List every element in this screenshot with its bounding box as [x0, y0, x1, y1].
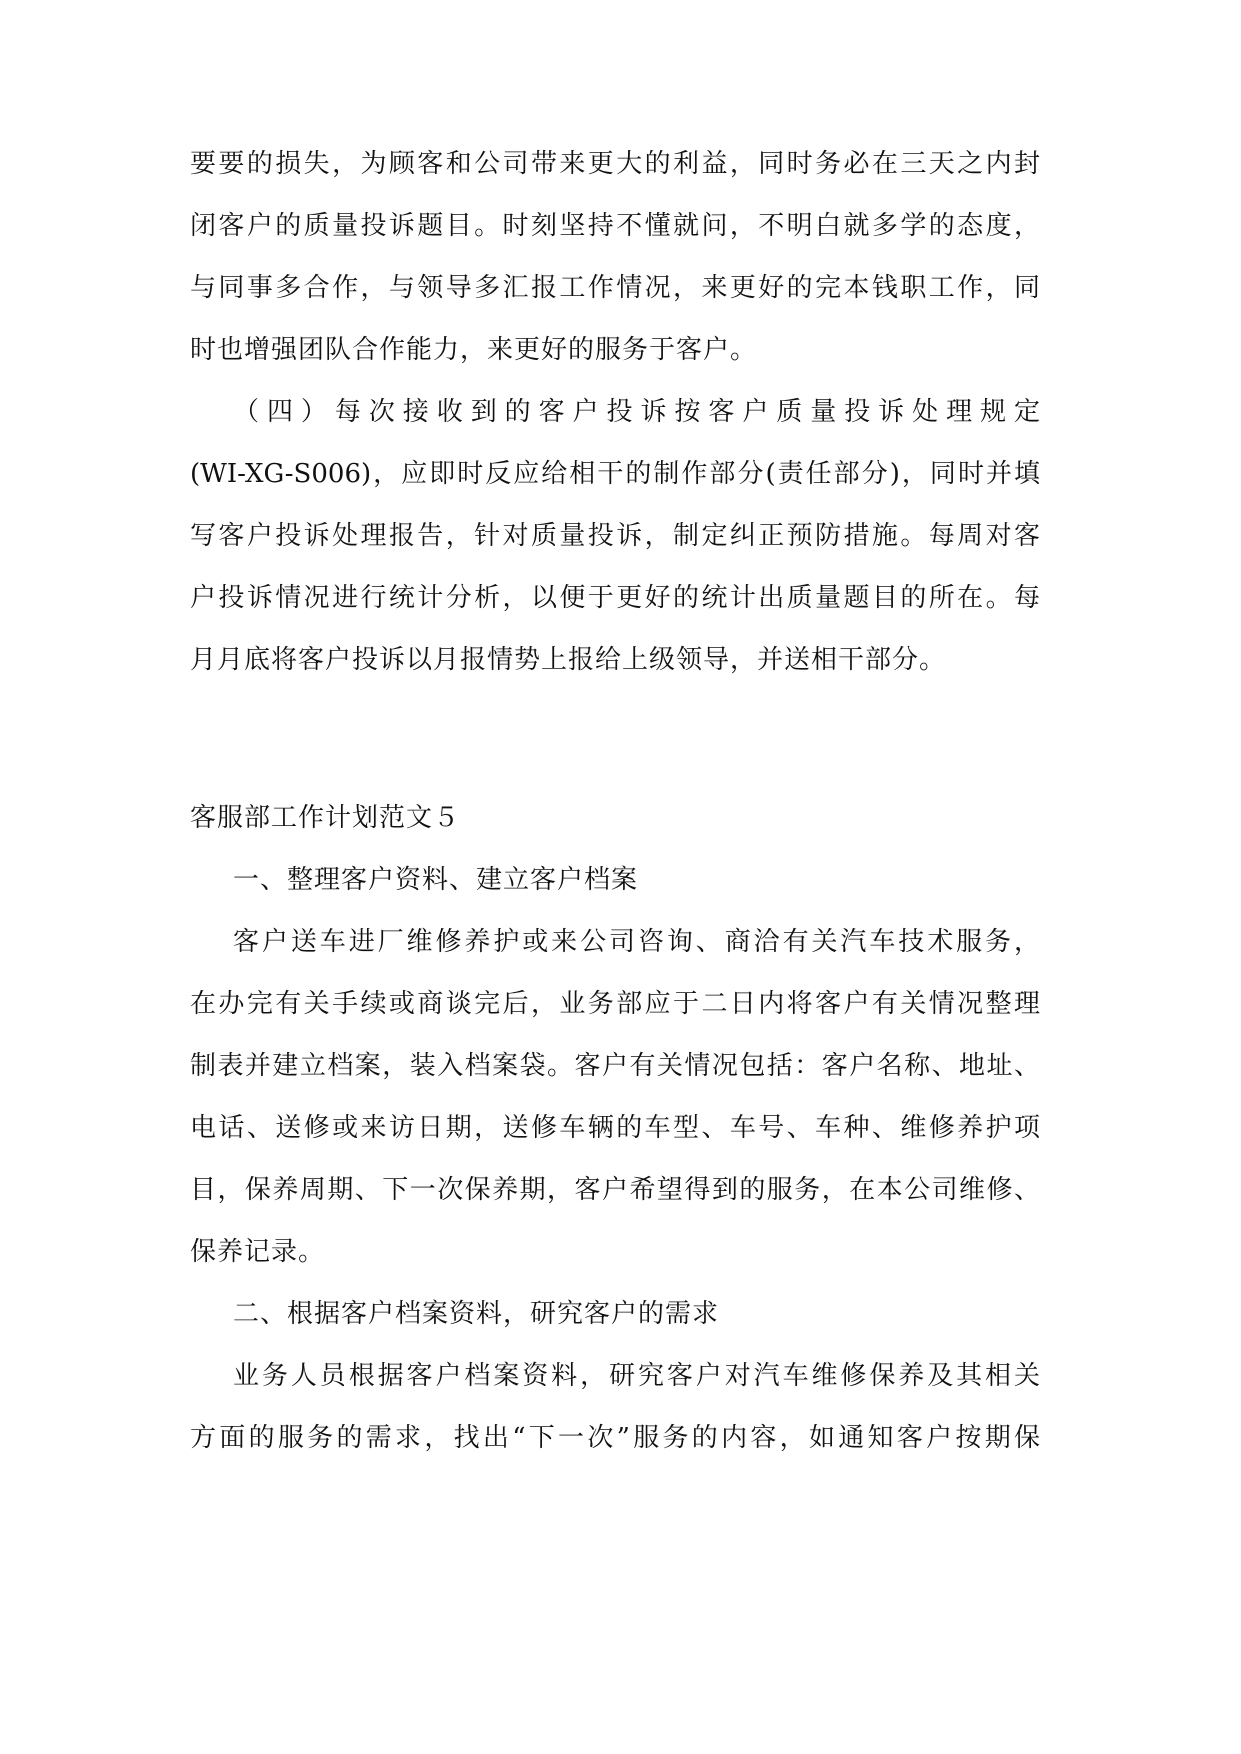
- section-heading: 一、整理客户资料、建立客户档案: [233, 865, 639, 895]
- paragraph-line: 在办完有关手续或商谈完后，业务部应于二日内将客户有关情况整理: [190, 989, 1040, 1019]
- paragraph-line: 闭客户的质量投诉题目。时刻坚持不懂就问，不明白就多学的态度，: [190, 211, 1040, 241]
- paragraph-line: 客户送车进厂维修养护或来公司咨询、商洽有关汽车技术服务，: [233, 927, 1040, 957]
- paragraph-line: 月月底将客户投诉以月报情势上报给上级领导，并送相干部分。: [190, 645, 947, 675]
- paragraph-line: 保养记录。: [190, 1237, 326, 1267]
- paragraph-line: 目，保养周期、下一次保养期，客户希望得到的服务，在本公司维修、: [190, 1175, 1040, 1205]
- paragraph-line: 户投诉情况进行统计分析，以便于更好的统计出质量题目的所在。每: [190, 583, 1040, 613]
- paragraph-line: (WI-XG-S006)，应即时反应给相干的制作部分(责任部分)，同时并填: [190, 459, 1040, 489]
- section-title: 客服部工作计划范文５: [190, 803, 461, 833]
- paragraph-line: 电话、送修或来访日期，送修车辆的车型、车号、车种、维修养护项: [190, 1113, 1040, 1143]
- paragraph-line: 与同事多合作，与领导多汇报工作情况，来更好的完本钱职工作，同: [190, 273, 1040, 303]
- paragraph-line: 制表并建立档案，装入档案袋。客户有关情况包括：客户名称、地址、: [190, 1051, 1040, 1081]
- paragraph-line: 业务人员根据客户档案资料，研究客户对汽车维修保养及其相关: [233, 1361, 1040, 1391]
- paragraph-line: 写客户投诉处理报告，针对质量投诉，制定纠正预防措施。每周对客: [190, 521, 1040, 551]
- section-heading: 二、根据客户档案资料，研究客户的需求: [233, 1299, 720, 1329]
- paragraph-line: 时也增强团队合作能力，来更好的服务于客户。: [190, 335, 758, 365]
- paragraph-line: 方面的服务的需求，找出“下一次”服务的内容，如通知客户按期保: [190, 1423, 1040, 1453]
- paragraph-line: （四）每次接收到的客户投诉按客户质量投诉处理规定: [233, 397, 1040, 427]
- paragraph-line: 要要的损失，为顾客和公司带来更大的利益，同时务必在三天之内封: [190, 149, 1040, 179]
